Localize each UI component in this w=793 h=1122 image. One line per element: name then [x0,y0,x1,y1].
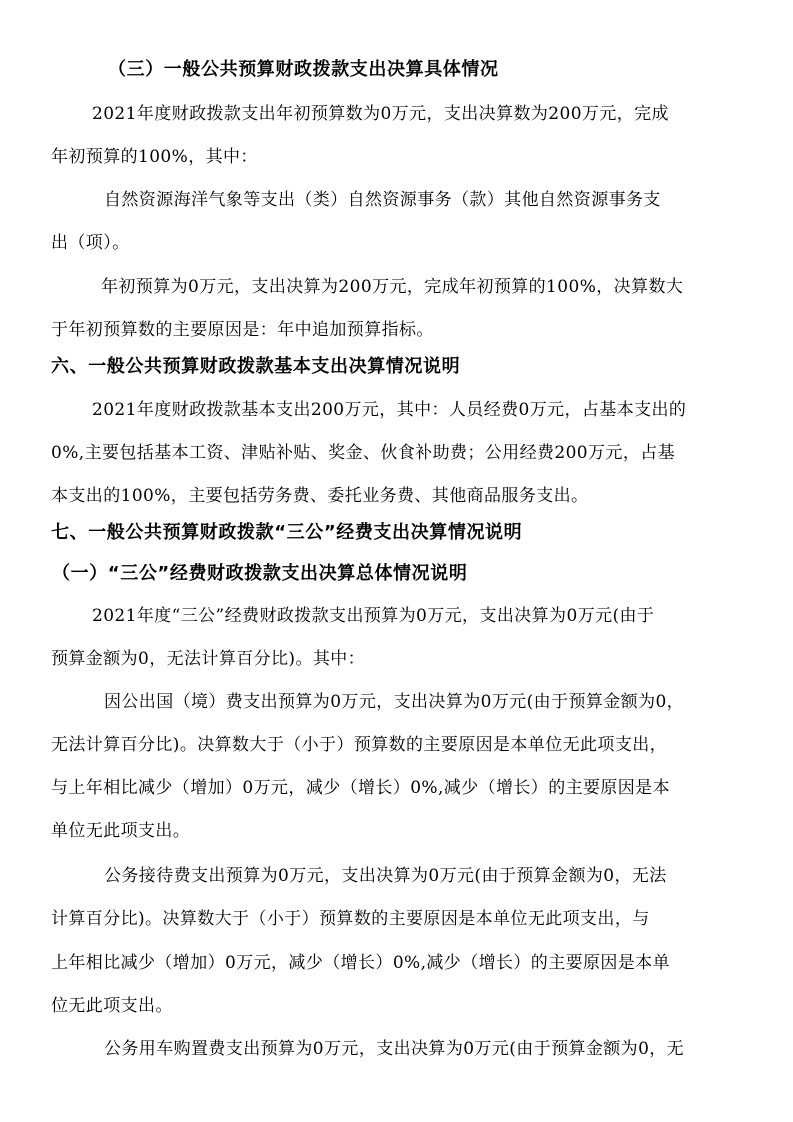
section-heading-3: （三）一般公共预算财政拨款支出决算具体情况 [108,59,499,80]
section-heading-6: 六、一般公共预算财政拨款基本支出决算情况说明 [51,356,461,377]
paragraph-line: 预算金额为0，无法计算百分比)。其中： [51,649,366,669]
paragraph-line: 年初预算的100%，其中： [51,147,258,167]
paragraph-line: 公务接待费支出预算为0万元，支出决算为0万元(由于预算金额为0，无法 [104,866,667,886]
paragraph-line: 自然资源海洋气象等支出（类）自然资源事务（款）其他自然资源事务支 [104,190,661,210]
paragraph-line: 年初预算为0万元，支出决算为200万元，完成年初预算的100%，决算数大 [101,277,684,297]
paragraph-line: 因公出国（境）费支出预算为0万元，支出决算为0万元(由于预算金额为0， [104,692,685,712]
paragraph-line: 于年初预算数的主要原因是：年中追加预算指标。 [51,320,434,340]
paragraph-line: 位无此项支出。 [51,996,173,1016]
paragraph-line: 与上年相比减少（增加）0万元，减少（增长）0%,减少（增长）的主要原因是本 [51,778,670,798]
paragraph-line: 0%,主要包括基本工资、津贴补贴、奖金、伙食补助费；公用经费200万元，占基 [51,443,676,463]
paragraph-line: 计算百分比)。决算数大于（小于）预算数的主要原因是本单位无此项支出，与 [51,909,650,929]
section-heading-7: 七、一般公共预算财政拨款“三公”经费支出决算情况说明 [51,522,523,543]
paragraph-line: 本支出的100%，主要包括劳务费、委托业务费、其他商品服务支出。 [51,486,589,506]
paragraph-line: 公务用车购置费支出预算为0万元，支出决算为0万元(由于预算金额为0，无 [104,1039,685,1059]
paragraph-line: 单位无此项支出。 [51,821,191,841]
section-heading-7-1: （一）“三公”经费财政拨款支出决算总体情况说明 [52,563,468,584]
paragraph-line: 2021年度财政拨款支出年初预算数为0万元，支出决算数为200万元，完成 [92,104,669,124]
paragraph-line: 出（项）。 [51,233,130,253]
paragraph-line: 上年相比减少（增加）0万元，减少（增长）0%,减少（增长）的主要原因是本单 [51,953,670,973]
paragraph-line: 无法计算百分比)。决算数大于（小于）预算数的主要原因是本单位无此项支出， [51,735,668,755]
paragraph-line: 2021年度财政拨款基本支出200万元，其中：人员经费0万元，占基本支出的 [92,400,687,420]
paragraph-line: 2021年度“三公”经费财政拨款支出预算为0万元，支出决算为0万元(由于 [92,606,655,626]
